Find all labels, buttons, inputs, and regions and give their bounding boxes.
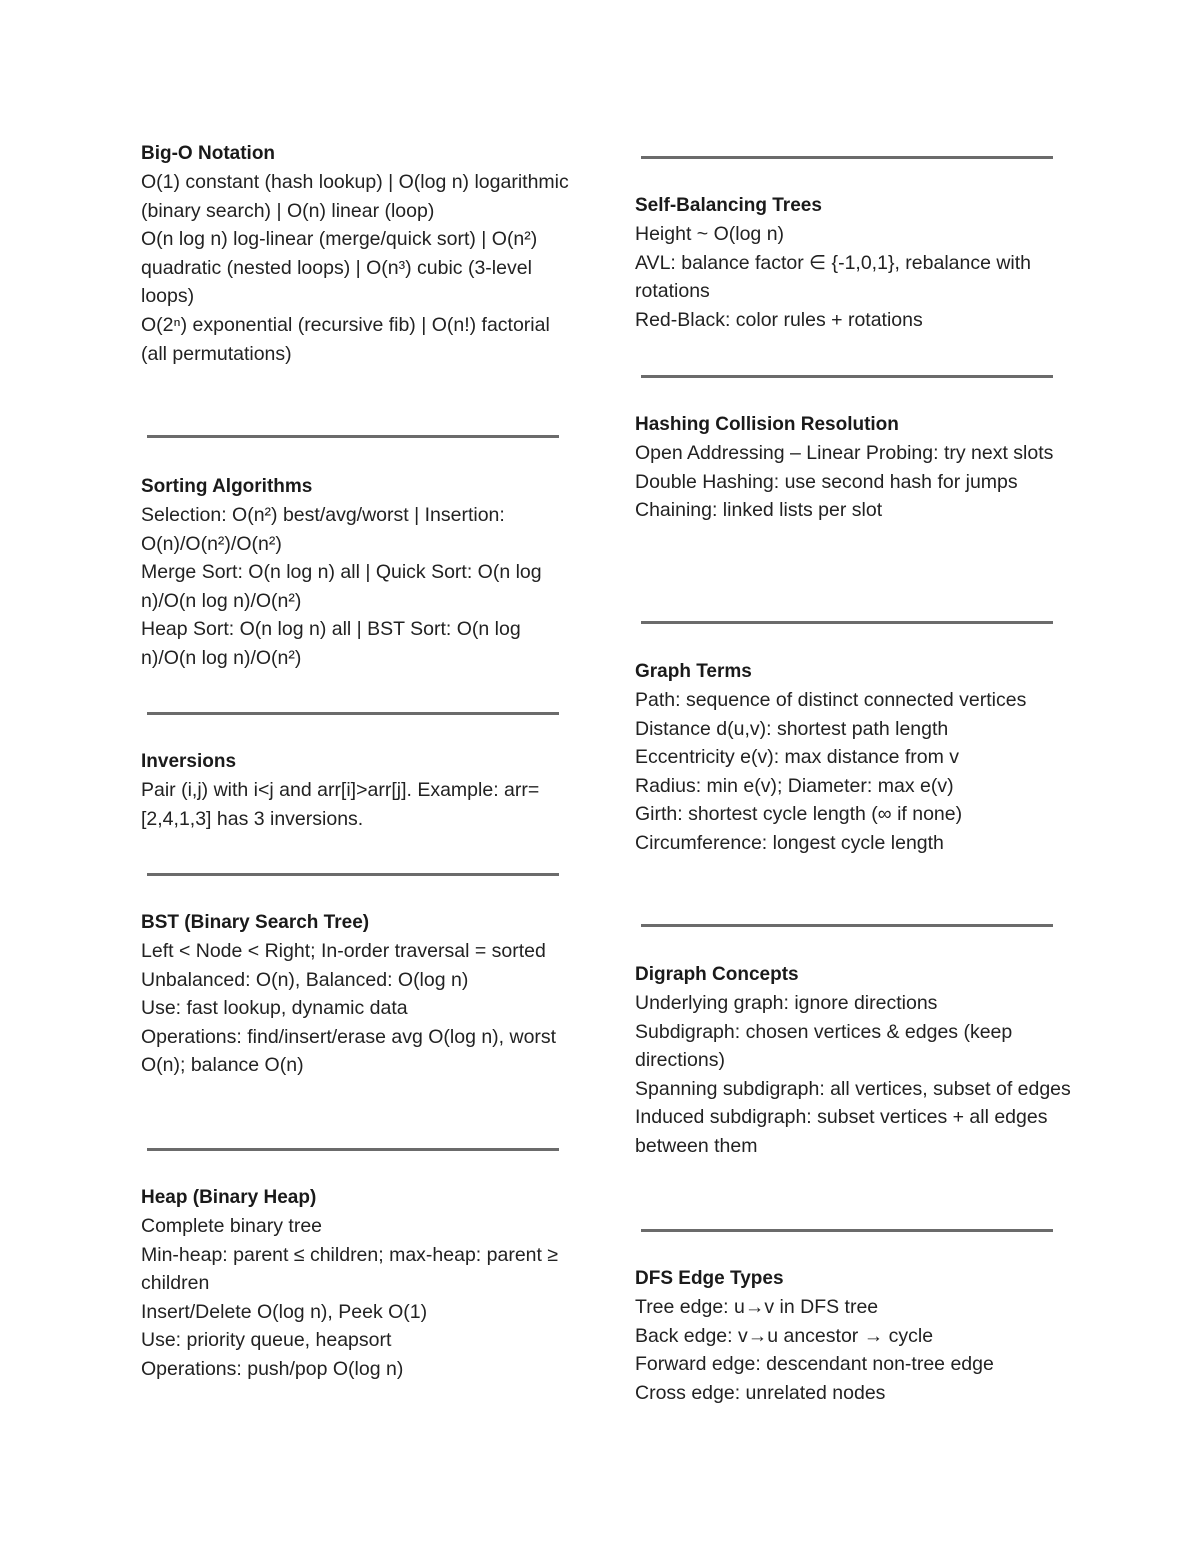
section-line: Tree edge: u→v in DFS tree [635, 1296, 879, 1318]
section-heading: Sorting Algorithms [141, 476, 313, 497]
section-heading: BST (Binary Search Tree) [141, 912, 370, 933]
section-line: Eccentricity e(v): max distance from v [635, 746, 959, 769]
section-divider [147, 712, 559, 715]
section-line: Use: fast lookup, dynamic data [141, 997, 408, 1020]
section-line: Left < Node < Right; In-order traversal = sorted [141, 940, 546, 962]
section-line: AVL: balance factor ∈ {-1,0,1}, rebalance with rotations [635, 251, 1032, 303]
section-heading: Big-O Notation [141, 143, 276, 164]
section-heading: DFS Edge Types [635, 1268, 784, 1289]
section-graph-terms [635, 658, 1075, 858]
section-line: Underlying graph: ignore directions [635, 992, 938, 1014]
section-line: Forward edge: descendant non-tree edge [635, 1353, 994, 1376]
section-line: Operations: push/pop O(log n) [141, 1357, 404, 1380]
section-line: Operations: find/insert/erase avg O(log n), worst O(n); balance O(n) [141, 1025, 557, 1077]
section-line: Heap Sort: O(n log n) all | BST Sort: O(n log n)/O(n log n)/O(n²) [141, 618, 521, 669]
section-divider [147, 435, 559, 438]
section-line: Subdigraph: chosen vertices & edges (keep directions) [635, 1020, 1013, 1072]
section-line: Height ~ O(log n) [635, 223, 785, 245]
section-heap [141, 1184, 581, 1384]
section-divider [147, 873, 559, 876]
section-divider [641, 1229, 1053, 1232]
section-heading: Digraph Concepts [635, 964, 799, 985]
section-dfs-edge-types [635, 1265, 1075, 1407]
section-hashing-collision-resolution [635, 411, 1075, 525]
section-line: Double Hashing: use second hash for jumps [635, 470, 1018, 493]
section-line: Induced subdigraph: subset vertices + all edges between them [635, 1106, 1048, 1157]
section-line: Spanning subdigraph: all vertices, subset of edges [635, 1077, 1071, 1100]
section-divider [641, 156, 1053, 159]
section-line: O(n log n) log-linear (merge/quick sort) | O(n²) quadratic (nested loops) | O(n³) cubic (3-level loops) [141, 228, 538, 308]
section-heading: Graph Terms [635, 661, 752, 682]
section-self-balancing-trees [635, 192, 1075, 334]
section-line: O(1) constant (hash lookup) | O(log n) logarithmic (binary search) | O(n) linear (loop) [141, 171, 569, 222]
section-line: Open Addressing – Linear Probing: try next slots [635, 442, 1054, 464]
section-digraph-concepts [635, 961, 1075, 1161]
section-line: Red-Black: color rules + rotations [635, 308, 923, 331]
section-line: Radius: min e(v); Diameter: max e(v) [635, 774, 954, 797]
section-line: Cross edge: unrelated nodes [635, 1381, 886, 1404]
section-line: Path: sequence of distinct connected vertices [635, 689, 1027, 711]
section-line: Merge Sort: O(n log n) all | Quick Sort: O(n log n)/O(n log n)/O(n²) [141, 561, 542, 612]
section-inversions [141, 748, 581, 833]
section-line: Pair (i,j) with i<j and arr[i]>arr[j]. Example: arr=[2,4,1,3] has 3 inversions. [141, 779, 540, 830]
section-line: Complete binary tree [141, 1215, 323, 1237]
section-heading: Heap (Binary Heap) [141, 1187, 317, 1208]
section-line: Unbalanced: O(n), Balanced: O(log n) [141, 968, 469, 991]
section-line: Chaining: linked lists per slot [635, 499, 883, 522]
section-divider [641, 924, 1053, 927]
section-line: Girth: shortest cycle length (∞ if none) [635, 803, 963, 826]
section-big-o-notation [141, 140, 581, 368]
section-bst [141, 909, 581, 1080]
section-divider [147, 1148, 559, 1151]
section-divider [641, 621, 1053, 624]
section-heading: Hashing Collision Resolution [635, 414, 899, 435]
section-line: Circumference: longest cycle length [635, 831, 944, 854]
section-line: Back edge: v→u ancestor → cycle [635, 1324, 934, 1347]
section-sorting-algorithms [141, 473, 581, 673]
section-line: Distance d(u,v): shortest path length [635, 717, 949, 740]
section-line: Insert/Delete O(log n), Peek O(1) [141, 1300, 428, 1323]
section-line: Min-heap: parent ≤ children; max-heap: parent ≥ children [141, 1243, 559, 1295]
section-divider [641, 375, 1053, 378]
section-heading: Self-Balancing Trees [635, 195, 822, 216]
section-heading: Inversions [141, 751, 237, 772]
section-line: O(2ⁿ) exponential (recursive fib) | O(n!) factorial (all permutations) [141, 313, 550, 365]
section-line: Selection: O(n²) best/avg/worst | Insertion: O(n)/O(n²)/O(n²) [141, 504, 505, 555]
section-line: Use: priority queue, heapsort [141, 1329, 392, 1352]
